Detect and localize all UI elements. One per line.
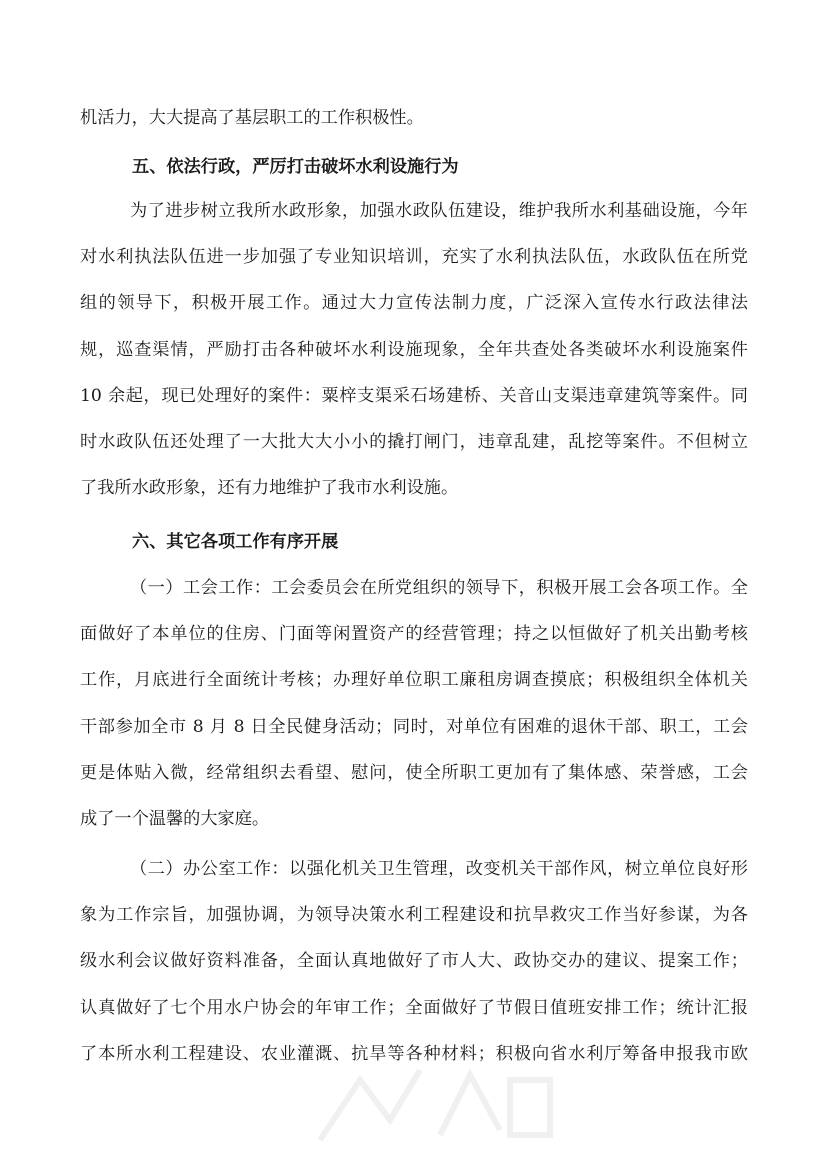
text-line: 工作，月底进行全面统计考核；办理好单位职工廉租房调查摸底；积极组织全体机关 xyxy=(80,670,748,691)
text-line: 对水利执法队伍进一步加强了专业知识培训，充实了水利执法队伍，水政队伍在所党 xyxy=(80,247,748,268)
text-line: （一）工会工作：工会委员会在所党组织的领导下，积极开展工会各项工作。全 xyxy=(130,578,748,598)
text-line: 机活力，大大提高了基层职工的工作积极性。 xyxy=(80,108,424,128)
heading-text: 五、依法行政，严厉打击破坏水利设施行为 xyxy=(132,157,459,177)
text-line: （二）办公室工作：以强化机关卫生管理，改变机关干部作风，树立单位良好形 xyxy=(130,859,748,879)
text-line: 规，巡查渠情，严励打击各种破坏水利设施现象，全年共查处各类破坏水利设施案件 xyxy=(80,339,748,360)
text-line: 了我所水政形象，还有力地维护了我市水利设施。 xyxy=(80,478,459,499)
section-heading-6 xyxy=(80,519,748,565)
watermark-stroke xyxy=(440,1075,500,1135)
section-heading-5 xyxy=(80,144,748,190)
watermark-stroke xyxy=(320,1070,420,1140)
text-line: 认真做好了七个用水户协会的年审工作；全面做好了节假日值班安排工作；统计汇报 xyxy=(80,997,748,1018)
text-line: 时水政队伍还处理了一大批大大小小的撬打闸门，违章乱建，乱挖等案件。不但树立 xyxy=(80,431,748,452)
text-line: 级水利会议做好资料准备，全面认真地做好了市人大、政协交办的建议、提案工作； xyxy=(80,951,748,972)
paragraph-office-work xyxy=(80,846,748,1077)
text-line: 10 余起，现已处理好的案件：粟梓支渠采石场建桥、关音山支渠违章建筑等案件。同 xyxy=(80,385,748,406)
paragraph-continuation xyxy=(80,95,748,141)
text-line: 象为工作宗旨，加强协调，为领导决策水利工程建设和抗旱救灾工作当好参谋，为各 xyxy=(80,905,748,926)
text-line: 干部参加全市 8 月 8 日全民健身活动；同时，对单位有困难的退休干部、职工，工会 xyxy=(80,716,748,737)
text-line: 了本所水利工程建设、农业灌溉、抗旱等各种材料；积极向省水利厅筹备申报我市欧 xyxy=(80,1043,748,1064)
watermark-stroke xyxy=(510,1080,550,1135)
paragraph-union-work xyxy=(80,565,748,842)
heading-text: 六、其它各项工作有序开展 xyxy=(132,532,339,552)
text-line: 面做好了本单位的住房、门面等闲置资产的经营管理；持之以恒做好了机关出勤考核 xyxy=(80,624,748,645)
text-line: 成了一个温馨的大家庭。 xyxy=(80,808,270,829)
paragraph-law-enforcement xyxy=(80,188,748,511)
text-line: 为了进步树立我所水政形象，加强水政队伍建设，维护我所水利基础设施，今年 xyxy=(130,201,748,221)
text-line: 组的领导下，积极开展工作。通过大力宣传法制力度，广泛深入宣传水行政法律法 xyxy=(80,293,748,314)
text-line: 更是体贴入微，经常组织去看望、慰问，使全所职工更加有了集体感、荣誉感，工会 xyxy=(80,762,748,783)
